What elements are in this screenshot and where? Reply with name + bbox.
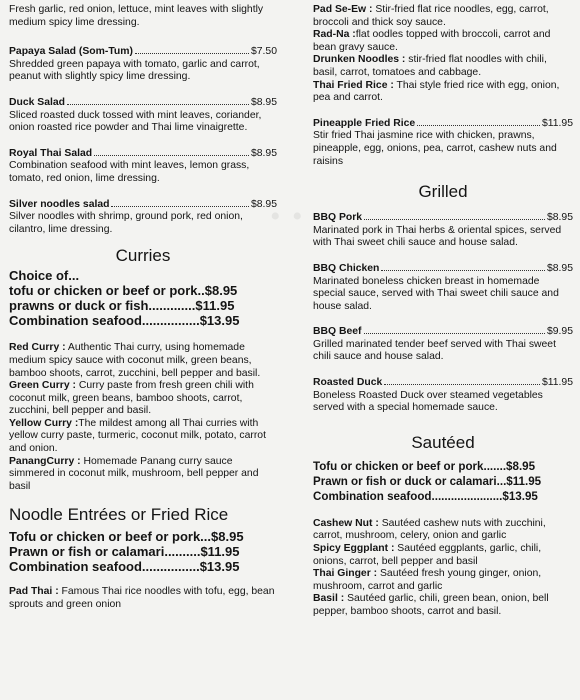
choice-line: Combination seafood................ $13.95 [9, 313, 240, 329]
item-name: Pineapple Fried Rice [313, 117, 416, 129]
menu-item-silver-noodles-salad [9, 199, 277, 237]
menu-item-pad-thai: Pad Thai : Famous Thai rice noodles with tofu, egg, bean sprouts and green onion [9, 586, 275, 611]
item-name: BBQ Chicken [313, 262, 380, 274]
right-column [313, 4, 573, 619]
choice-line: tofu or chicken or beef or pork.. $8.95 [9, 283, 238, 299]
item-name: Papaya Salad (Som-Tum) [9, 46, 133, 58]
choice-line: prawns or duck or fish............. $11.95 [9, 298, 235, 314]
menu-item-bbq-beef [313, 326, 573, 364]
choice-line: Prawn or fish or calamari.......... $11.95 [9, 544, 240, 560]
item-name: Silver noodles salad [9, 198, 110, 210]
intro-description: Fresh garlic, red onion, lettuce, mint leaves with slightly medium spicy lime dressing. [9, 4, 264, 28]
item-price: $8.95 [250, 96, 277, 108]
item-description: Silver noodles with shrimp, ground pork, red onion, cilantro, lime dressing. [9, 211, 243, 235]
item-price: $7.50 [250, 46, 277, 58]
item-description: Shredded green papaya with tomato, garlic and carrot, peanut with slightly spicy lime dressing. [9, 58, 260, 83]
item-name: Duck Salad [9, 96, 66, 108]
item-name: Roasted Duck [313, 377, 383, 389]
menu-item-royal-thai-salad [9, 148, 277, 186]
left-column [9, 4, 277, 612]
item-price: $8.95 [250, 147, 277, 159]
menu-item-bbq-chicken [313, 263, 573, 313]
section-title-noodles: Noodle Entrées or Fried Rice [9, 505, 229, 525]
menu-item-papaya-salad [9, 46, 277, 84]
item-description: Stir fried Thai jasmine rice with chicken, prawns, pineapple, egg, onions, pea, carrot, cashew nuts and raisins [313, 130, 557, 167]
choice-heading: Choice of... [9, 268, 80, 284]
choice-line: Combination seafood...................... $13.95 [313, 489, 538, 503]
item-description: Marinated boneless chicken breast in homemade special sauce, served with Thai sweet chili sauce and house salad. [313, 275, 559, 312]
menu-item-pineapple-fried-rice [313, 118, 573, 168]
item-price: $8.95 [546, 212, 573, 224]
menu-item-yellow-curry: Yellow Curry :The mildest among all Thai curries with yellow curry paste, turmeric, coconut milk, potato, carrot and onion. [9, 417, 266, 455]
section-title-curries: Curries [115, 246, 171, 266]
item-price: $11.95 [541, 117, 573, 129]
item-price: $9.95 [546, 326, 573, 338]
menu-item-duck-salad [9, 97, 277, 135]
choice-line: Tofu or chicken or beef or pork....... $8.95 [313, 459, 536, 473]
menu-item-spicy-eggplant: Spicy Eggplant : Sautéed eggplants, garlic, chili, onions, carrot, bell pepper and basil [313, 543, 542, 567]
menu-item-basil: Basil : Sautéed garlic, chili, green bean, onion, bell pepper, bamboo shoots, carrot and basil. [313, 593, 549, 617]
menu-item-red-curry: Red Curry : Authentic Thai curry, using homemade medium spicy sauce with coconut milk, green beans, bamboo shoots, carrot, zucchini, bell pepper and basil. [9, 342, 261, 379]
item-price: $11.95 [541, 377, 573, 389]
menu-item-thai-fried-rice: Thai Fried Rice : Thai style fried rice with egg, onion, pea and carrot. [313, 79, 560, 104]
menu-item-bbq-pork [313, 212, 573, 250]
item-description: Sliced roasted duck tossed with mint leaves, coriander, onion roasted rice powder and Thai lime vinaigrette. [9, 109, 262, 134]
menu-item-drunken-noodles: Drunken Noodles : stir-fried flat noodles with chili, basil, carrot, tomatoes and cabbage. [313, 54, 547, 78]
menu-item-green-curry: Green Curry : Curry paste from fresh green chili with coconut milk, green beans, bamboo shoots, carrot, zucchini, bell pepper and basil. [9, 380, 254, 417]
watermark: • • [270, 200, 305, 233]
choice-line: Combination seafood................ $13.95 [9, 559, 240, 575]
item-price: $8.95 [250, 198, 277, 210]
item-name: BBQ Pork [313, 212, 363, 224]
menu-item-roasted-duck [313, 377, 573, 415]
menu-item-thai-ginger: Thai Ginger : Sautéed fresh young ginger, onion, mushroom, carrot and garlic [313, 568, 542, 592]
choice-line: Tofu or chicken or beef or pork... $8.95 [9, 529, 244, 545]
menu-item-pad-se-ew: Pad Se-Ew : Stir-fried flat rice noodles, egg, carrot, broccoli and thick soy sauce. [313, 4, 549, 28]
section-title-grilled: Grilled [418, 182, 468, 202]
choice-line: Prawn or fish or duck or calamari... $11.95 [313, 474, 542, 488]
item-description: Grilled marinated tender beef served with Thai sweet chili sauce and house salad. [313, 338, 556, 363]
item-price: $8.95 [546, 262, 573, 274]
menu-item-rad-na: Rad-Na :flat oodles topped with broccoli, carrot and bean gravy sauce. [313, 29, 551, 53]
menu-item-cashew-nut: Cashew Nut : Sautéed cashew nuts with zucchini, carrot, mushroom, celery, onion and garlic [313, 517, 546, 542]
item-name: BBQ Beef [313, 326, 362, 338]
item-description: Combination seafood with mint leaves, lemon grass, tomato, red onion, lime dressing. [9, 160, 250, 184]
section-title-sauteed: Sautéed [411, 432, 475, 452]
menu-item-panang-curry: PanangCurry : Homemade Panang curry sauce simmered in coconut milk, mushroom, bell pepper and basil [9, 455, 259, 492]
item-name: Royal Thai Salad [9, 147, 93, 159]
item-description: Marinated pork in Thai herbs & oriental spices, served with Thai sweet chili sauce and house salad. [313, 224, 562, 249]
item-description: Boneless Roasted Duck over steamed vegetables served with a special homemade sauce. [313, 389, 543, 414]
